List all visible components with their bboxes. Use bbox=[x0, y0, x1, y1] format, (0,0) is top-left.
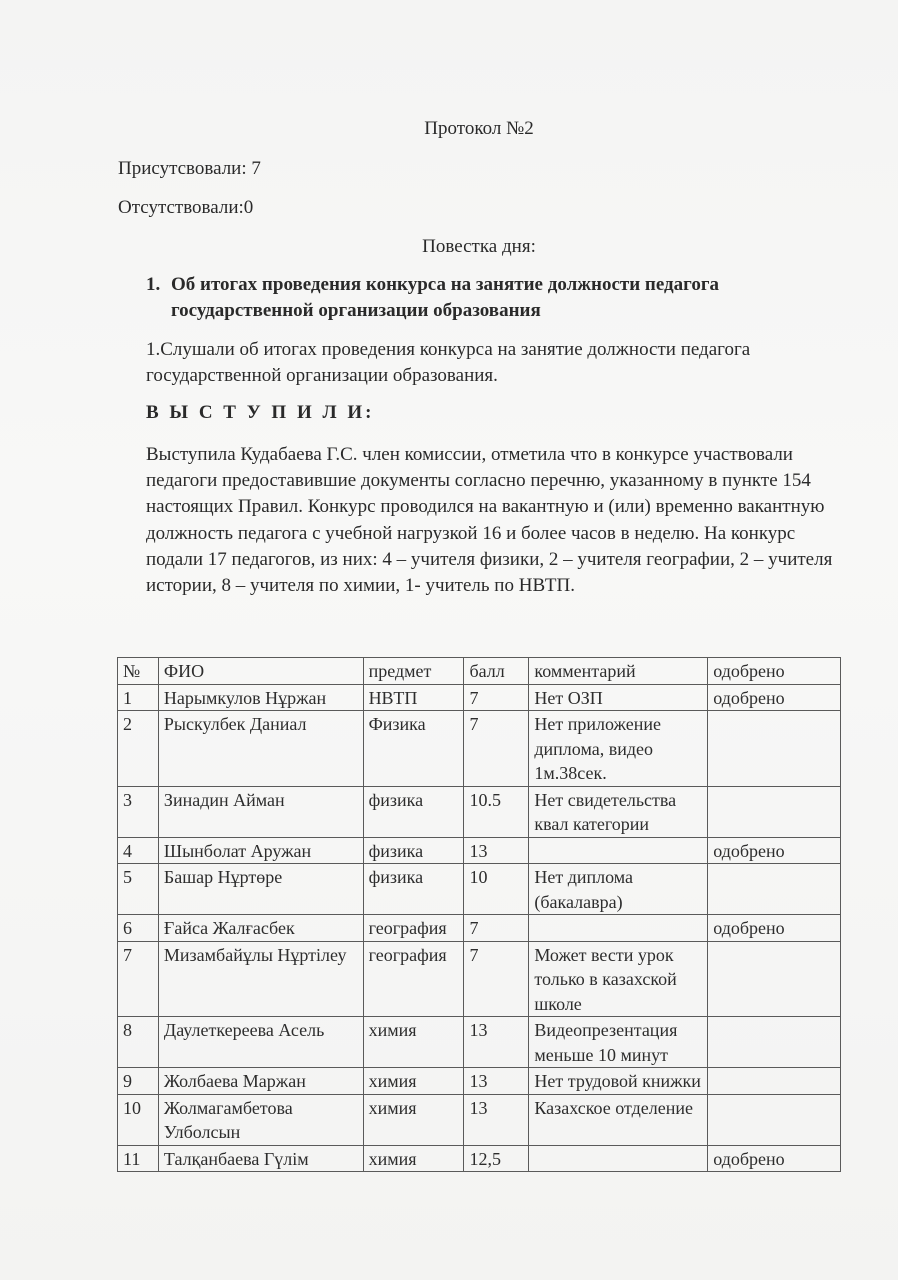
absent-count: Отсутствовали:0 bbox=[118, 197, 254, 218]
cell-num: 3 bbox=[118, 786, 159, 837]
cell-comment bbox=[529, 1145, 708, 1172]
cell-approved bbox=[708, 711, 841, 787]
cell-comment: Нет свидетельства квал категории bbox=[529, 786, 708, 837]
cell-name: Жолбаева Маржан bbox=[158, 1068, 363, 1095]
cell-name: Рыскулбек Даниал bbox=[158, 711, 363, 787]
cell-score: 7 bbox=[464, 711, 529, 787]
cell-approved bbox=[708, 1017, 841, 1068]
cell-name: Жолмагамбетова Улболсын bbox=[158, 1094, 363, 1145]
cell-approved: одобрено bbox=[708, 684, 841, 711]
cell-score: 7 bbox=[464, 915, 529, 942]
cell-num: 7 bbox=[118, 941, 159, 1017]
cell-num: 11 bbox=[118, 1145, 159, 1172]
cell-comment: Может вести урок только в казахской школе bbox=[529, 941, 708, 1017]
cell-score: 13 bbox=[464, 1017, 529, 1068]
cell-num: 8 bbox=[118, 1017, 159, 1068]
cell-comment: Нет диплома (бакалавра) bbox=[529, 864, 708, 915]
agenda-item-text: Об итогах проведения конкурса на занятие должности педагога государственной организации образования bbox=[171, 274, 719, 321]
cell-subject: физика bbox=[363, 786, 464, 837]
table-row bbox=[118, 837, 841, 864]
cell-score: 10.5 bbox=[464, 786, 529, 837]
cell-subject: география bbox=[363, 941, 464, 1017]
cell-comment bbox=[529, 837, 708, 864]
cell-num: 10 bbox=[118, 1094, 159, 1145]
cell-score: 7 bbox=[464, 684, 529, 711]
cell-comment: Нет ОЗП bbox=[529, 684, 708, 711]
cell-approved bbox=[708, 864, 841, 915]
cell-score: 12,5 bbox=[464, 1145, 529, 1172]
spoke-heading: В Ы С Т У П И Л И: bbox=[146, 402, 375, 423]
cell-name: Ғайса Жалғасбек bbox=[158, 915, 363, 942]
cell-num: 4 bbox=[118, 837, 159, 864]
cell-score: 7 bbox=[464, 941, 529, 1017]
cell-score: 13 bbox=[464, 1094, 529, 1145]
cell-subject: химия bbox=[363, 1094, 464, 1145]
cell-subject: физика bbox=[363, 837, 464, 864]
agenda-item bbox=[146, 272, 806, 324]
cell-subject: химия bbox=[363, 1145, 464, 1172]
cell-approved bbox=[708, 1094, 841, 1145]
table-row bbox=[118, 915, 841, 942]
cell-subject: химия bbox=[363, 1017, 464, 1068]
table-row bbox=[118, 684, 841, 711]
table-row bbox=[118, 1068, 841, 1095]
present-count: Присутсвовали: 7 bbox=[118, 158, 261, 179]
cell-comment: Казахское отделение bbox=[529, 1094, 708, 1145]
cell-approved: одобрено bbox=[708, 1145, 841, 1172]
cell-subject: физика bbox=[363, 864, 464, 915]
agenda-item-number: 1. bbox=[146, 274, 161, 295]
cell-subject: химия bbox=[363, 1068, 464, 1095]
table-row bbox=[118, 711, 841, 787]
heard-paragraph: 1.Слушали об итогах проведения конкурса на занятие должности педагога государственной организации образования. bbox=[146, 339, 751, 386]
table-row bbox=[118, 1094, 841, 1145]
cell-name: Талқанбаева Гүлім bbox=[158, 1145, 363, 1172]
cell-score: 10 bbox=[464, 864, 529, 915]
cell-comment: Видеопрезентация меньше 10 минут bbox=[529, 1017, 708, 1068]
cell-comment: Нет приложение диплома, видео 1м.38сек. bbox=[529, 711, 708, 787]
cell-score: 13 bbox=[464, 1068, 529, 1095]
table-row bbox=[118, 864, 841, 915]
table-header-row bbox=[118, 658, 841, 685]
cell-approved bbox=[708, 1068, 841, 1095]
cell-approved: одобрено bbox=[708, 915, 841, 942]
table-row bbox=[118, 786, 841, 837]
cell-approved bbox=[708, 941, 841, 1017]
cell-num: 9 bbox=[118, 1068, 159, 1095]
cell-score: 13 bbox=[464, 837, 529, 864]
cell-name: Мизамбайұлы Нұртілеу bbox=[158, 941, 363, 1017]
cell-comment: Нет трудовой книжки bbox=[529, 1068, 708, 1095]
cell-name: Даулеткереева Асель bbox=[158, 1017, 363, 1068]
cell-name: Башар Нұртөре bbox=[158, 864, 363, 915]
agenda-heading: Повестка дня: bbox=[422, 236, 536, 257]
table-row bbox=[118, 1017, 841, 1068]
cell-num: 1 bbox=[118, 684, 159, 711]
cell-approved: одобрено bbox=[708, 837, 841, 864]
header-num: № bbox=[118, 658, 159, 685]
cell-num: 6 bbox=[118, 915, 159, 942]
header-subject: предмет bbox=[363, 658, 464, 685]
table-row bbox=[118, 1145, 841, 1172]
cell-comment bbox=[529, 915, 708, 942]
cell-approved bbox=[708, 786, 841, 837]
cell-name: Зинадин Айман bbox=[158, 786, 363, 837]
header-approved: одобрено bbox=[708, 658, 841, 685]
protocol-title: Протокол №2 bbox=[424, 118, 534, 139]
header-name: ФИО bbox=[158, 658, 363, 685]
header-comment: комментарий bbox=[529, 658, 708, 685]
header-score: балл bbox=[464, 658, 529, 685]
cell-subject: география bbox=[363, 915, 464, 942]
cell-num: 5 bbox=[118, 864, 159, 915]
cell-subject: Физика bbox=[363, 711, 464, 787]
cell-num: 2 bbox=[118, 711, 159, 787]
results-table bbox=[117, 657, 841, 1172]
table-row bbox=[118, 941, 841, 1017]
cell-subject: НВТП bbox=[363, 684, 464, 711]
speech-paragraph: Выступила Кудабаева Г.С. член комиссии, отметила что в конкурсе участвовали педагоги предоставившие документы согласно перечню, указанному в пункте 154 настоящих Правил. Конкурс проводился на вакантную и (или) временно вакантную должность педагога с учебной нагрузкой 16 и более часов в неделю. На конкурс подали 17 педагогов, из них: 4 – учителя физики, 2 – учителя географии, 2 – учителя истории, 8 – учителя по химии, 1- учитель по НВТП. bbox=[146, 444, 833, 597]
cell-name: Нарымкулов Нұржан bbox=[158, 684, 363, 711]
cell-name: Шынболат Аружан bbox=[158, 837, 363, 864]
